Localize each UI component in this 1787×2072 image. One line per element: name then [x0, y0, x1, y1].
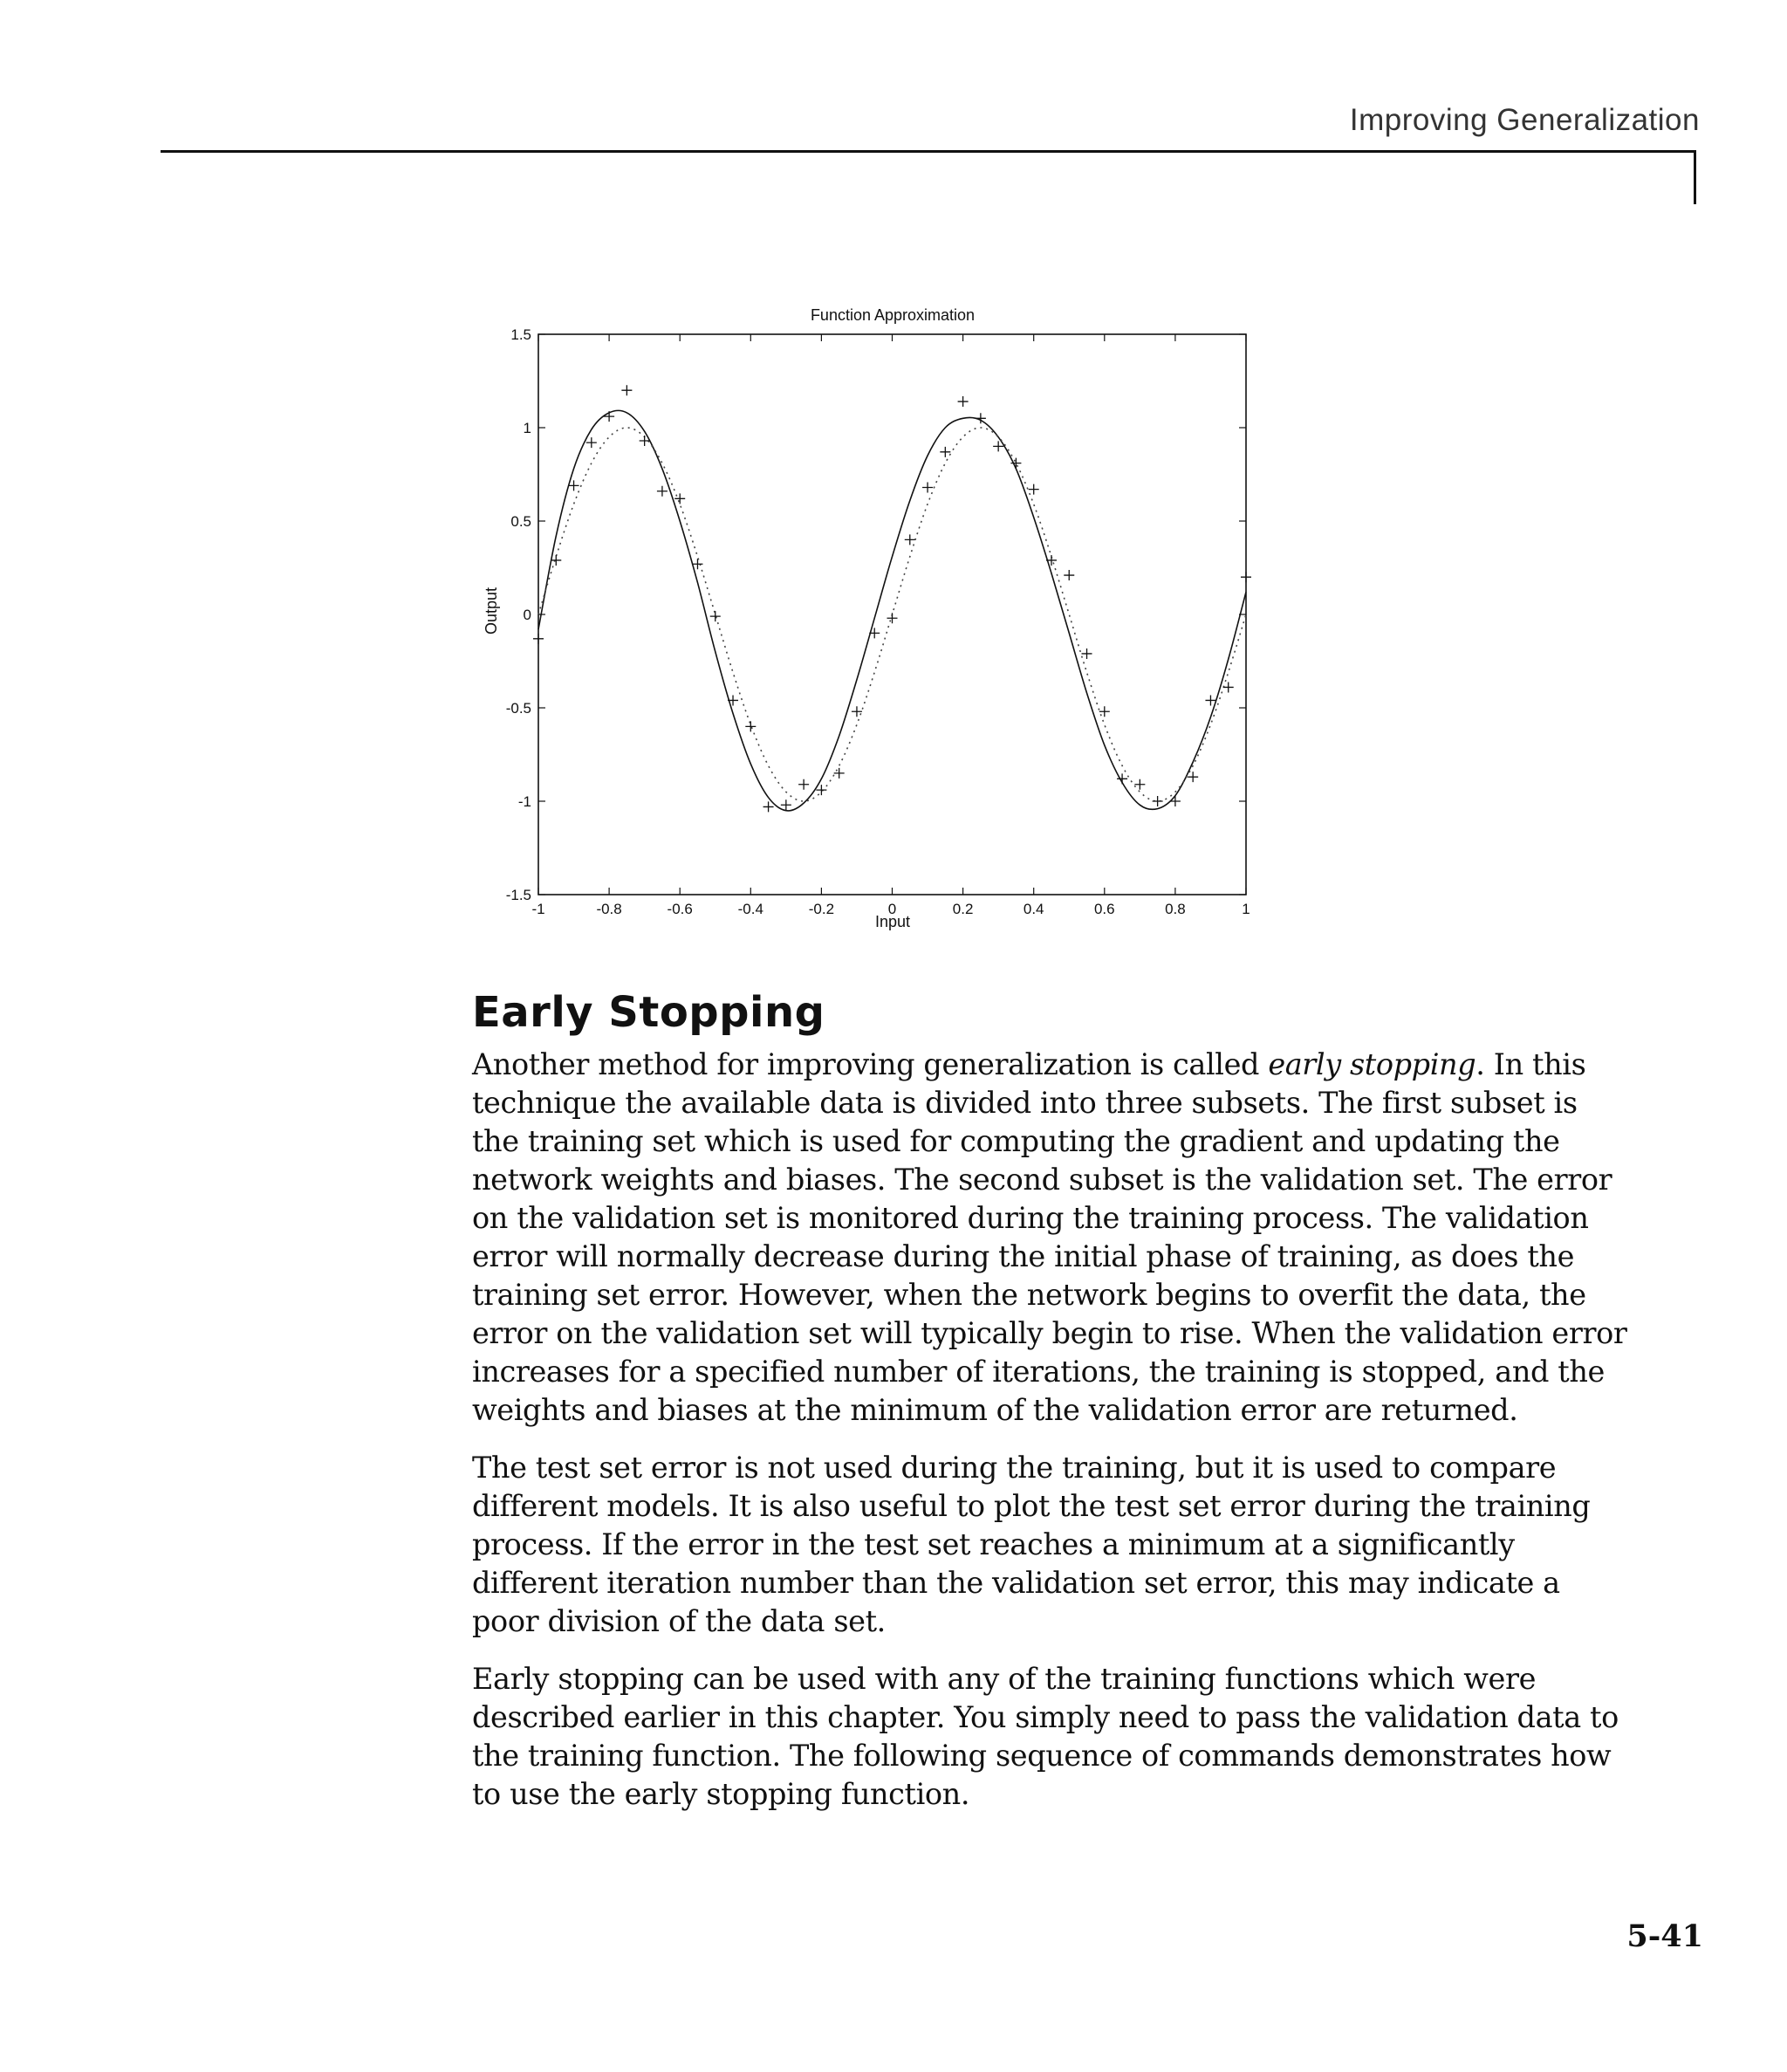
- plus-marker-point: [852, 706, 862, 717]
- plus-marker-point: [710, 611, 721, 621]
- plus-marker-point: [728, 695, 738, 705]
- plus-marker-point: [1188, 772, 1198, 782]
- plus-marker-point: [834, 768, 845, 779]
- plus-marker-point: [1241, 572, 1251, 582]
- y-tick-label: -1.5: [505, 887, 531, 903]
- paragraph-usage: Early stopping can be used with any of the training functions which were described earlier in this chapter. You simply need to pass the validation data to the training function. The following sequence of commands demonstrates how to use the early stopping function.: [472, 1662, 1619, 1811]
- solid-series-line: [538, 410, 1246, 811]
- plus-marker-point: [1046, 555, 1057, 566]
- x-tick-label: 0: [887, 901, 897, 917]
- plus-marker-point: [905, 534, 915, 545]
- x-tick-label: 0.8: [1165, 901, 1186, 917]
- plus-marker-point: [621, 385, 632, 395]
- chart-y-axis-label: Output: [483, 587, 500, 635]
- paragraph-text: Another method for improving generalization is called: [472, 1047, 1269, 1081]
- y-tick-label: 0: [523, 607, 531, 623]
- plus-marker-point: [922, 482, 933, 492]
- header-rule-corner: [1694, 150, 1696, 204]
- x-tick-label: 0.2: [952, 901, 974, 917]
- x-tick-label: -0.4: [737, 901, 763, 917]
- plus-marker-point: [781, 799, 791, 810]
- x-tick-label: -0.2: [808, 901, 835, 917]
- plus-marker-point: [1170, 796, 1181, 806]
- y-tick-label: 1: [523, 420, 531, 436]
- plus-marker-point: [798, 779, 809, 790]
- header-rule: [161, 150, 1696, 153]
- x-tick-label: -1: [531, 901, 545, 917]
- section-body: [472, 1046, 1633, 1833]
- plus-marker-point: [745, 721, 756, 731]
- x-tick-label: 0.4: [1023, 901, 1044, 917]
- x-tick-label: 0.6: [1093, 901, 1115, 917]
- chart-title: Function Approximation: [810, 306, 976, 324]
- plus-marker-point: [887, 613, 898, 623]
- plus-marker-point: [604, 411, 614, 422]
- emphasized-term: early stopping: [1268, 1047, 1476, 1081]
- plus-marker-point: [1153, 796, 1163, 806]
- paragraph-early-stopping-intro: [472, 1046, 1633, 1430]
- paragraph-test-set: The test set error is not used during the training, but it is used to compare different models. It is also useful to plot the test set error during the training process. If the error in the test set reaches a minimum at a significantly different iteration number than the validation set error, this may indicate a poor division of the data set.: [472, 1451, 1591, 1638]
- function-approximation-chart: [471, 297, 1274, 960]
- plus-marker-point: [1064, 570, 1074, 580]
- plus-marker-point: [1134, 779, 1145, 790]
- y-tick-label: -0.5: [505, 700, 531, 717]
- y-tick-label: -1: [517, 793, 531, 810]
- section-title: Early Stopping: [472, 988, 825, 1037]
- page-number: 5-41: [1626, 1918, 1703, 1954]
- plus-marker-point: [657, 486, 668, 497]
- plus-marker-point: [1082, 648, 1092, 659]
- plus-marker-point: [533, 634, 544, 644]
- plus-marker-point: [940, 447, 950, 457]
- x-tick-label: 1: [1242, 901, 1250, 917]
- y-tick-label: 0.5: [510, 513, 531, 530]
- plus-marker-point: [1223, 682, 1234, 692]
- plus-marker-point: [763, 801, 774, 812]
- plus-marker-point: [586, 437, 597, 448]
- y-tick-label: 1.5: [510, 326, 531, 343]
- x-tick-label: -0.8: [596, 901, 622, 917]
- x-tick-label: -0.6: [667, 901, 693, 917]
- paragraph-text: . In this technique the available data is divided into three subsets. The first subset is the training set which is used for computing the gradient and updating the network weights and biases. The second subset is the validation set. The error on the validation set is monitored during the training process. The validation error will normally decrease during the initial phase of training, as does the training set error. However, when the network begins to overfit the data, the error on the validation set will typically begin to rise. When the validation error increases for a specified number of iterations, the training is stopped, and the weights and biases at the minimum of the validation error are returned.: [472, 1047, 1627, 1427]
- chart-x-axis-label: Input: [874, 913, 911, 930]
- plus-marker-point: [958, 396, 969, 407]
- running-head: Improving Generalization: [1349, 103, 1700, 137]
